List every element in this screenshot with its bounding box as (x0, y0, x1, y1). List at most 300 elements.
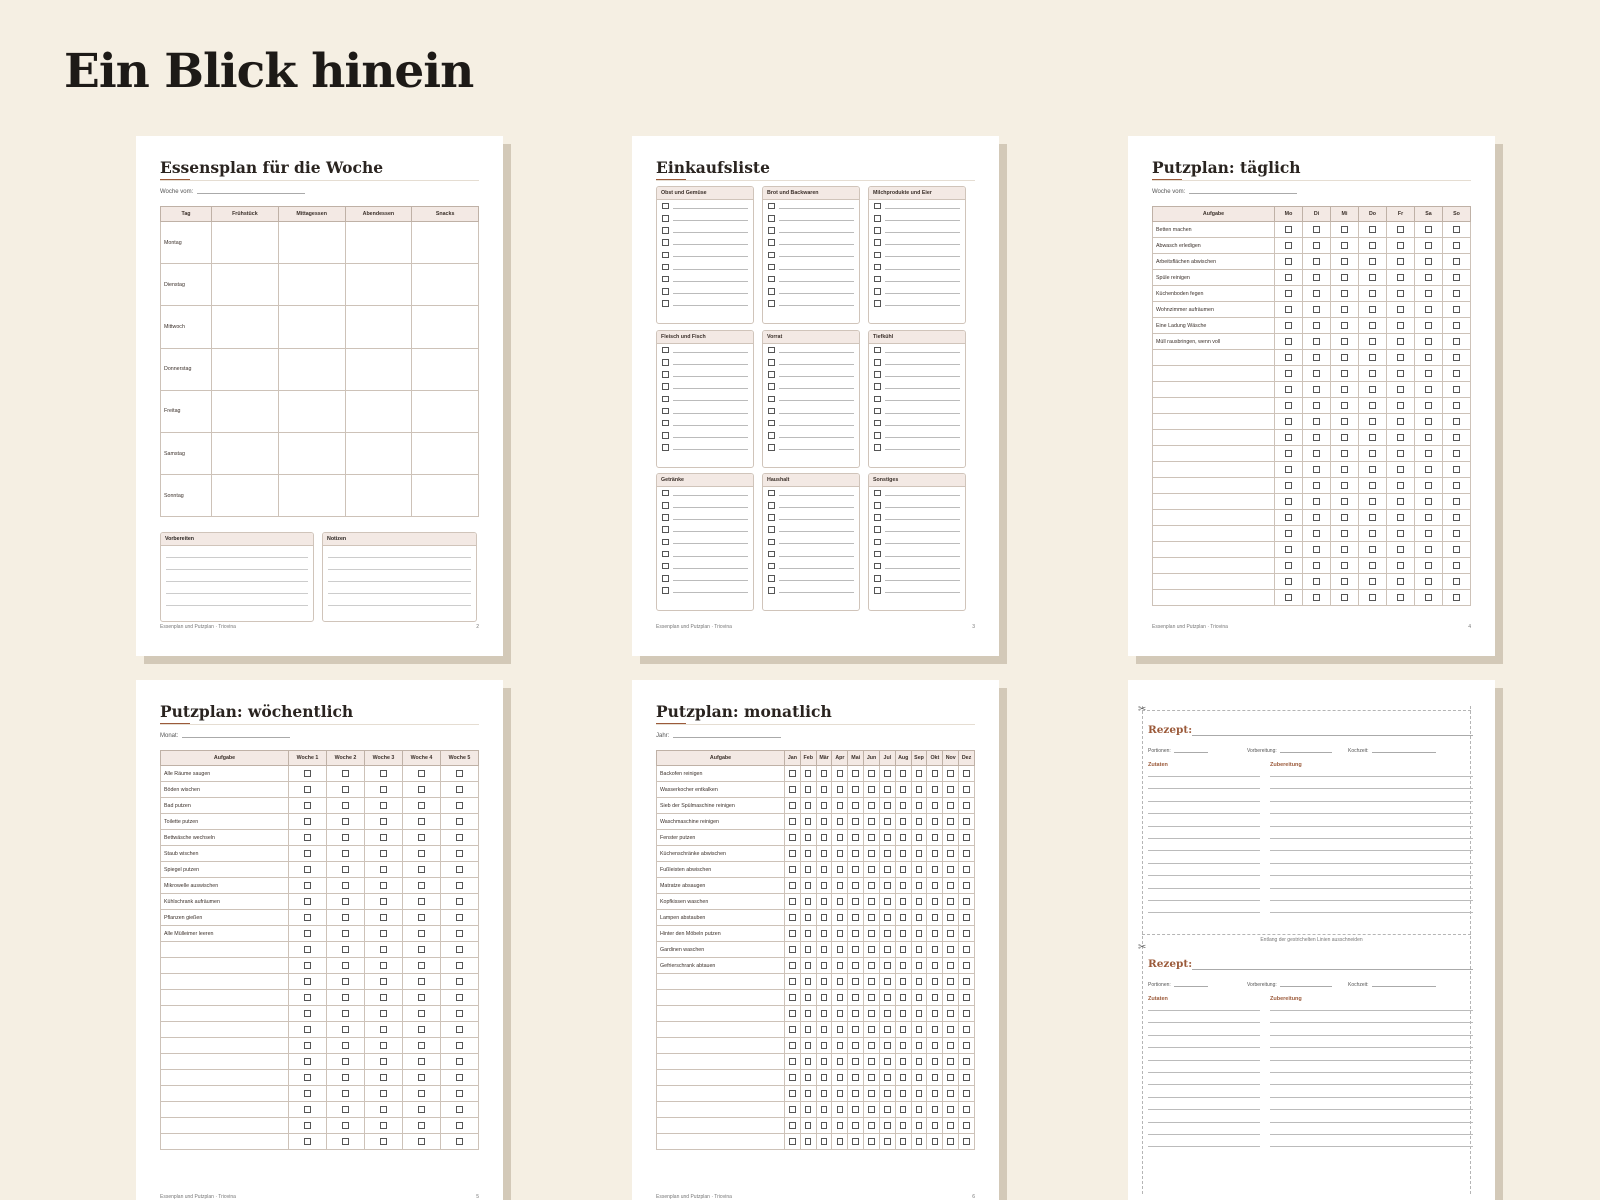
list-item[interactable] (763, 585, 859, 597)
checkbox[interactable] (868, 946, 875, 953)
check-cell[interactable] (1303, 430, 1331, 446)
checkbox[interactable] (304, 850, 311, 857)
check-cell[interactable] (943, 894, 959, 910)
checkbox[interactable] (932, 978, 939, 985)
meal-cell[interactable] (412, 222, 479, 264)
checkbox[interactable] (884, 866, 891, 873)
check-cell[interactable] (911, 846, 927, 862)
check-cell[interactable] (895, 990, 911, 1006)
list-item[interactable] (657, 368, 753, 380)
list-item[interactable] (869, 368, 965, 380)
preparation-line[interactable] (1270, 863, 1473, 864)
checkbox[interactable] (662, 239, 669, 246)
checkbox[interactable] (768, 490, 775, 497)
check-cell[interactable] (1303, 494, 1331, 510)
check-cell[interactable] (1387, 510, 1415, 526)
checkbox[interactable] (821, 786, 828, 793)
checkbox[interactable] (304, 802, 311, 809)
check-cell[interactable] (800, 910, 816, 926)
checkbox[interactable] (768, 288, 775, 295)
checkbox[interactable] (932, 994, 939, 1001)
check-cell[interactable] (927, 862, 943, 878)
checkbox[interactable] (1313, 418, 1320, 425)
year-field[interactable]: Jahr: (656, 733, 781, 739)
checkbox[interactable] (916, 946, 923, 953)
check-cell[interactable] (1415, 446, 1443, 462)
check-cell[interactable] (1331, 558, 1359, 574)
check-cell[interactable] (441, 878, 479, 894)
check-cell[interactable] (864, 990, 880, 1006)
checkbox[interactable] (342, 1058, 349, 1065)
check-cell[interactable] (959, 1054, 975, 1070)
checkbox[interactable] (852, 1138, 859, 1145)
check-cell[interactable] (1303, 558, 1331, 574)
checkbox[interactable] (789, 1122, 796, 1129)
checkbox[interactable] (947, 770, 954, 777)
meal-cell[interactable] (212, 390, 279, 432)
check-cell[interactable] (1303, 542, 1331, 558)
check-cell[interactable] (327, 878, 365, 894)
checkbox[interactable] (1285, 434, 1292, 441)
check-cell[interactable] (365, 862, 403, 878)
check-cell[interactable] (832, 974, 848, 990)
check-cell[interactable] (1359, 286, 1387, 302)
checkbox[interactable] (1397, 338, 1404, 345)
checkbox[interactable] (380, 770, 387, 777)
check-cell[interactable] (800, 846, 816, 862)
checkbox[interactable] (1453, 290, 1460, 297)
ingredient-line[interactable] (1148, 1097, 1260, 1098)
checkbox[interactable] (1453, 450, 1460, 457)
preparation-line[interactable] (1270, 1047, 1473, 1048)
check-cell[interactable] (1415, 270, 1443, 286)
checkbox[interactable] (456, 1026, 463, 1033)
list-item[interactable] (869, 585, 965, 597)
checkbox[interactable] (821, 1122, 828, 1129)
check-cell[interactable] (327, 894, 365, 910)
checkbox[interactable] (662, 288, 669, 295)
checkbox[interactable] (947, 978, 954, 985)
checkbox[interactable] (418, 1042, 425, 1049)
check-cell[interactable] (911, 814, 927, 830)
check-cell[interactable] (1359, 462, 1387, 478)
checkbox[interactable] (900, 1058, 907, 1065)
checkbox[interactable] (1369, 306, 1376, 313)
checkbox[interactable] (837, 1074, 844, 1081)
check-cell[interactable] (848, 830, 864, 846)
checkbox[interactable] (304, 770, 311, 777)
checkbox[interactable] (342, 786, 349, 793)
checkbox[interactable] (884, 1058, 891, 1065)
checkbox[interactable] (947, 1010, 954, 1017)
checkbox[interactable] (1369, 290, 1376, 297)
check-cell[interactable] (289, 1006, 327, 1022)
check-cell[interactable] (1387, 270, 1415, 286)
checkbox[interactable] (768, 215, 775, 222)
checkbox[interactable] (874, 587, 881, 594)
checkbox[interactable] (852, 994, 859, 1001)
checkbox[interactable] (1341, 290, 1348, 297)
check-cell[interactable] (1387, 478, 1415, 494)
checkbox[interactable] (418, 1026, 425, 1033)
check-cell[interactable] (1443, 542, 1471, 558)
check-cell[interactable] (927, 830, 943, 846)
check-cell[interactable] (289, 990, 327, 1006)
check-cell[interactable] (441, 894, 479, 910)
check-cell[interactable] (1275, 574, 1303, 590)
meal-cell[interactable] (412, 432, 479, 474)
check-cell[interactable] (1331, 510, 1359, 526)
preparation-line[interactable] (1270, 801, 1473, 802)
checkbox[interactable] (1285, 290, 1292, 297)
check-cell[interactable] (1303, 462, 1331, 478)
checkbox[interactable] (837, 786, 844, 793)
check-cell[interactable] (1387, 574, 1415, 590)
checkbox[interactable] (342, 850, 349, 857)
list-item[interactable] (657, 381, 753, 393)
checkbox[interactable] (1313, 354, 1320, 361)
checkbox[interactable] (932, 1010, 939, 1017)
checkbox[interactable] (805, 994, 812, 1001)
check-cell[interactable] (927, 1118, 943, 1134)
check-cell[interactable] (864, 782, 880, 798)
checkbox[interactable] (662, 276, 669, 283)
checkbox[interactable] (821, 1138, 828, 1145)
check-cell[interactable] (816, 782, 832, 798)
list-item[interactable] (869, 560, 965, 572)
week-field[interactable]: Woche vom: (1152, 189, 1297, 195)
checkbox[interactable] (1341, 530, 1348, 537)
check-cell[interactable] (1303, 286, 1331, 302)
checkbox[interactable] (1285, 450, 1292, 457)
check-cell[interactable] (1443, 590, 1471, 606)
check-cell[interactable] (832, 1006, 848, 1022)
check-cell[interactable] (1387, 382, 1415, 398)
check-cell[interactable] (1303, 238, 1331, 254)
meal-cell[interactable] (412, 264, 479, 306)
check-cell[interactable] (832, 1070, 848, 1086)
check-cell[interactable] (1415, 414, 1443, 430)
checkbox[interactable] (1285, 418, 1292, 425)
checkbox[interactable] (821, 850, 828, 857)
check-cell[interactable] (785, 1102, 801, 1118)
checkbox[interactable] (852, 1042, 859, 1049)
checkbox[interactable] (380, 898, 387, 905)
checkbox[interactable] (1397, 450, 1404, 457)
list-item[interactable] (869, 381, 965, 393)
check-cell[interactable] (327, 1054, 365, 1070)
check-cell[interactable] (879, 830, 895, 846)
checkbox[interactable] (963, 930, 970, 937)
checkbox[interactable] (1341, 402, 1348, 409)
checkbox[interactable] (884, 978, 891, 985)
checkbox[interactable] (1425, 242, 1432, 249)
check-cell[interactable] (1275, 222, 1303, 238)
check-cell[interactable] (1303, 590, 1331, 606)
checkbox[interactable] (1397, 306, 1404, 313)
checkbox[interactable] (852, 1090, 859, 1097)
checkbox[interactable] (1397, 402, 1404, 409)
checkbox[interactable] (821, 946, 828, 953)
checkbox[interactable] (884, 882, 891, 889)
check-cell[interactable] (1275, 446, 1303, 462)
check-cell[interactable] (848, 1118, 864, 1134)
checkbox[interactable] (900, 930, 907, 937)
checkbox[interactable] (1397, 226, 1404, 233)
check-cell[interactable] (816, 1038, 832, 1054)
checkbox[interactable] (916, 914, 923, 921)
check-cell[interactable] (1303, 510, 1331, 526)
check-cell[interactable] (864, 942, 880, 958)
checkbox[interactable] (1369, 242, 1376, 249)
checkbox[interactable] (805, 1042, 812, 1049)
meta-field[interactable]: Kochzeit: (1348, 982, 1436, 988)
ingredient-line[interactable] (1148, 788, 1260, 789)
checkbox[interactable] (900, 1026, 907, 1033)
checkbox[interactable] (342, 802, 349, 809)
checkbox[interactable] (1341, 594, 1348, 601)
checkbox[interactable] (342, 930, 349, 937)
meal-cell[interactable] (278, 432, 345, 474)
check-cell[interactable] (403, 1054, 441, 1070)
checkbox[interactable] (1369, 514, 1376, 521)
check-cell[interactable] (895, 1102, 911, 1118)
check-cell[interactable] (289, 1134, 327, 1150)
check-cell[interactable] (959, 830, 975, 846)
checkbox[interactable] (1369, 418, 1376, 425)
check-cell[interactable] (1387, 318, 1415, 334)
checkbox[interactable] (304, 1026, 311, 1033)
checkbox[interactable] (304, 946, 311, 953)
check-cell[interactable] (1303, 318, 1331, 334)
check-cell[interactable] (816, 1070, 832, 1086)
checkbox[interactable] (304, 898, 311, 905)
checkbox[interactable] (837, 978, 844, 985)
checkbox[interactable] (900, 1106, 907, 1113)
checkbox[interactable] (963, 786, 970, 793)
check-cell[interactable] (911, 1070, 927, 1086)
checkbox[interactable] (821, 1074, 828, 1081)
checkbox[interactable] (1285, 546, 1292, 553)
checkbox[interactable] (1369, 594, 1376, 601)
preparation-line[interactable] (1270, 900, 1473, 901)
checkbox[interactable] (789, 1042, 796, 1049)
check-cell[interactable] (1275, 334, 1303, 350)
checkbox[interactable] (821, 802, 828, 809)
checkbox[interactable] (380, 914, 387, 921)
check-cell[interactable] (816, 910, 832, 926)
month-field[interactable]: Monat: (160, 733, 290, 739)
ingredient-line[interactable] (1148, 1122, 1260, 1123)
list-item[interactable] (763, 536, 859, 548)
check-cell[interactable] (959, 846, 975, 862)
check-cell[interactable] (289, 974, 327, 990)
check-cell[interactable] (327, 990, 365, 1006)
check-cell[interactable] (832, 862, 848, 878)
check-cell[interactable] (959, 814, 975, 830)
check-cell[interactable] (1331, 238, 1359, 254)
check-cell[interactable] (785, 878, 801, 894)
checkbox[interactable] (1285, 578, 1292, 585)
list-item[interactable] (763, 393, 859, 405)
checkbox[interactable] (1425, 498, 1432, 505)
checkbox[interactable] (304, 978, 311, 985)
checkbox[interactable] (1425, 258, 1432, 265)
checkbox[interactable] (837, 770, 844, 777)
check-cell[interactable] (943, 990, 959, 1006)
checkbox[interactable] (1313, 482, 1320, 489)
check-cell[interactable] (1443, 334, 1471, 350)
checkbox[interactable] (789, 1090, 796, 1097)
checkbox[interactable] (874, 215, 881, 222)
checkbox[interactable] (821, 1010, 828, 1017)
check-cell[interactable] (864, 1006, 880, 1022)
check-cell[interactable] (1359, 366, 1387, 382)
check-cell[interactable] (441, 1134, 479, 1150)
list-item[interactable] (869, 405, 965, 417)
check-cell[interactable] (441, 1070, 479, 1086)
check-cell[interactable] (1303, 366, 1331, 382)
checkbox[interactable] (900, 1138, 907, 1145)
check-cell[interactable] (879, 974, 895, 990)
checkbox[interactable] (1425, 402, 1432, 409)
check-cell[interactable] (848, 1038, 864, 1054)
check-cell[interactable] (1443, 398, 1471, 414)
checkbox[interactable] (916, 850, 923, 857)
checkbox[interactable] (1313, 402, 1320, 409)
checkbox[interactable] (662, 215, 669, 222)
check-cell[interactable] (1331, 542, 1359, 558)
check-cell[interactable] (879, 958, 895, 974)
check-cell[interactable] (327, 910, 365, 926)
checkbox[interactable] (874, 371, 881, 378)
list-item[interactable] (869, 417, 965, 429)
check-cell[interactable] (959, 878, 975, 894)
checkbox[interactable] (852, 786, 859, 793)
checkbox[interactable] (805, 1122, 812, 1129)
check-cell[interactable] (927, 1006, 943, 1022)
check-cell[interactable] (959, 910, 975, 926)
checkbox[interactable] (768, 408, 775, 415)
check-cell[interactable] (1359, 398, 1387, 414)
checkbox[interactable] (1453, 242, 1460, 249)
check-cell[interactable] (327, 1070, 365, 1086)
checkbox[interactable] (963, 978, 970, 985)
checkbox[interactable] (916, 930, 923, 937)
ingredient-line[interactable] (1148, 801, 1260, 802)
checkbox[interactable] (963, 1058, 970, 1065)
check-cell[interactable] (895, 926, 911, 942)
checkbox[interactable] (821, 882, 828, 889)
checkbox[interactable] (821, 994, 828, 1001)
check-cell[interactable] (441, 1118, 479, 1134)
list-item[interactable] (869, 429, 965, 441)
checkbox[interactable] (821, 1106, 828, 1113)
meal-cell[interactable] (278, 390, 345, 432)
checkbox[interactable] (418, 994, 425, 1001)
checkbox[interactable] (852, 946, 859, 953)
preparation-line[interactable] (1270, 912, 1473, 913)
meal-cell[interactable] (345, 390, 412, 432)
ingredient-line[interactable] (1148, 1109, 1260, 1110)
checkbox[interactable] (768, 587, 775, 594)
check-cell[interactable] (927, 942, 943, 958)
checkbox[interactable] (1397, 546, 1404, 553)
list-item[interactable] (657, 499, 753, 511)
checkbox[interactable] (874, 203, 881, 210)
checkbox[interactable] (1453, 466, 1460, 473)
checkbox[interactable] (662, 396, 669, 403)
check-cell[interactable] (864, 910, 880, 926)
checkbox[interactable] (789, 1026, 796, 1033)
check-cell[interactable] (1415, 574, 1443, 590)
check-cell[interactable] (1443, 318, 1471, 334)
check-cell[interactable] (365, 1118, 403, 1134)
check-cell[interactable] (1443, 270, 1471, 286)
check-cell[interactable] (959, 1118, 975, 1134)
list-item[interactable] (763, 285, 859, 297)
check-cell[interactable] (832, 958, 848, 974)
checkbox[interactable] (418, 946, 425, 953)
checkbox[interactable] (768, 432, 775, 439)
list-item[interactable] (869, 442, 965, 454)
checkbox[interactable] (916, 818, 923, 825)
check-cell[interactable] (832, 1102, 848, 1118)
checkbox[interactable] (884, 1026, 891, 1033)
checkbox[interactable] (768, 526, 775, 533)
check-cell[interactable] (927, 1022, 943, 1038)
check-cell[interactable] (895, 862, 911, 878)
check-cell[interactable] (289, 1022, 327, 1038)
preparation-line[interactable] (1270, 1060, 1473, 1061)
check-cell[interactable] (816, 942, 832, 958)
check-cell[interactable] (927, 1070, 943, 1086)
checkbox[interactable] (947, 930, 954, 937)
check-cell[interactable] (832, 1134, 848, 1150)
check-cell[interactable] (1331, 478, 1359, 494)
check-cell[interactable] (911, 1102, 927, 1118)
checkbox[interactable] (963, 1138, 970, 1145)
checkbox[interactable] (380, 818, 387, 825)
check-cell[interactable] (800, 1022, 816, 1038)
check-cell[interactable] (1275, 286, 1303, 302)
checkbox[interactable] (884, 1090, 891, 1097)
check-cell[interactable] (403, 894, 441, 910)
check-cell[interactable] (289, 1102, 327, 1118)
checkbox[interactable] (947, 818, 954, 825)
checkbox[interactable] (1313, 466, 1320, 473)
checkbox[interactable] (1313, 546, 1320, 553)
checkbox[interactable] (789, 1106, 796, 1113)
list-item[interactable] (657, 273, 753, 285)
check-cell[interactable] (848, 974, 864, 990)
checkbox[interactable] (932, 850, 939, 857)
checkbox[interactable] (418, 1122, 425, 1129)
check-cell[interactable] (1275, 350, 1303, 366)
meal-cell[interactable] (278, 264, 345, 306)
checkbox[interactable] (874, 408, 881, 415)
checkbox[interactable] (821, 1026, 828, 1033)
check-cell[interactable] (1359, 254, 1387, 270)
checkbox[interactable] (380, 1010, 387, 1017)
checkbox[interactable] (1453, 226, 1460, 233)
check-cell[interactable] (1359, 574, 1387, 590)
check-cell[interactable] (911, 910, 927, 926)
check-cell[interactable] (327, 1086, 365, 1102)
notes-box[interactable]: Notizen (322, 532, 477, 622)
checkbox[interactable] (768, 514, 775, 521)
check-cell[interactable] (1387, 238, 1415, 254)
